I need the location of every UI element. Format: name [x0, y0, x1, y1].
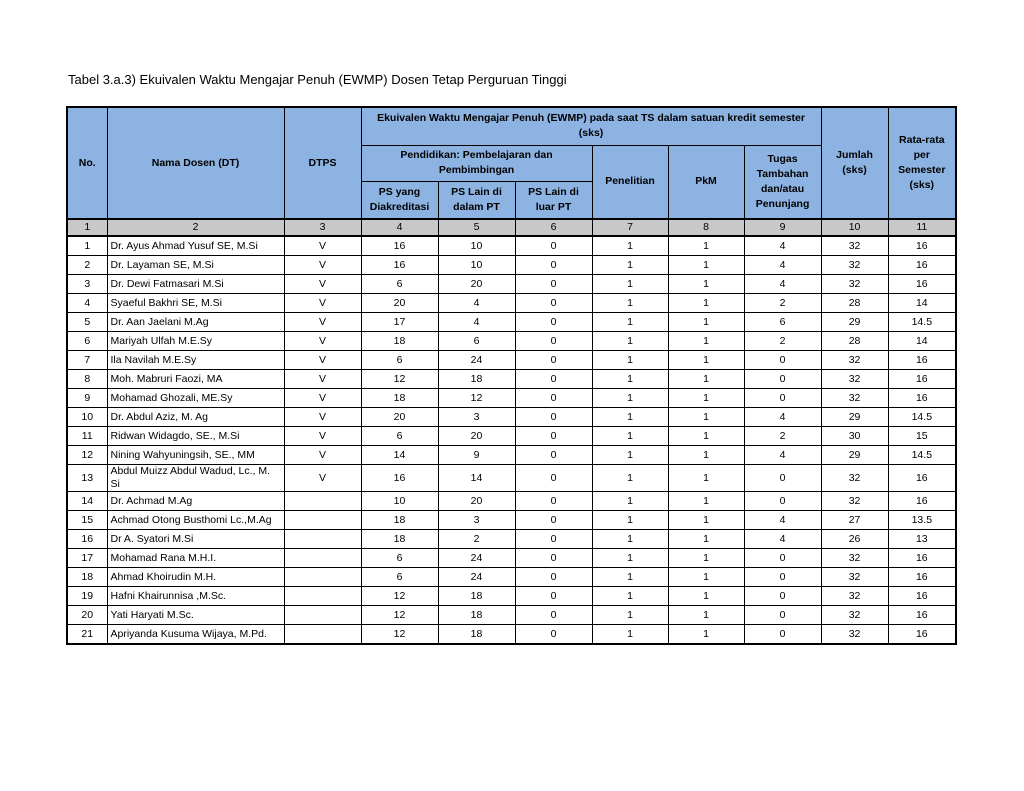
- cell-no: 7: [67, 351, 107, 370]
- table-row: [67, 427, 956, 446]
- cell-dtps: [284, 606, 361, 625]
- cell-rata-rata: 13.5: [888, 511, 956, 530]
- header-ps-lain-luar: PS Lain di luar PT: [515, 181, 592, 219]
- cell-penelitian: 1: [592, 465, 668, 492]
- cell-ps-lain-dalam: 12: [438, 389, 515, 408]
- cell-nama-dosen: Dr. Aan Jaelani M.Ag: [107, 313, 284, 332]
- cell-rata-rata: 14: [888, 294, 956, 313]
- cell-ps-lain-luar: 0: [515, 236, 592, 256]
- table-row: [67, 530, 956, 549]
- cell-penelitian: 1: [592, 625, 668, 645]
- table-row: [67, 332, 956, 351]
- ewmp-table: [66, 106, 957, 645]
- cell-dtps: V: [284, 351, 361, 370]
- cell-nama-dosen: Dr A. Syatori M.Si: [107, 530, 284, 549]
- cell-rata-rata: 13: [888, 530, 956, 549]
- cell-ps-lain-dalam: 10: [438, 236, 515, 256]
- cell-pkm: 1: [668, 465, 744, 492]
- cell-ps-lain-luar: 0: [515, 275, 592, 294]
- cell-ps-lain-luar: 0: [515, 511, 592, 530]
- cell-pkm: 1: [668, 587, 744, 606]
- cell-rata-rata: 14: [888, 332, 956, 351]
- column-index: 6: [515, 219, 592, 236]
- cell-jumlah: 29: [821, 313, 888, 332]
- table-header: [67, 107, 956, 236]
- cell-tugas-tambahan: 0: [744, 492, 821, 511]
- header-pendidikan: Pendidikan: Pembelajaran dan Pembimbingan: [361, 145, 592, 181]
- cell-pkm: 1: [668, 294, 744, 313]
- cell-pkm: 1: [668, 332, 744, 351]
- cell-jumlah: 32: [821, 587, 888, 606]
- cell-no: 10: [67, 408, 107, 427]
- cell-rata-rata: 16: [888, 275, 956, 294]
- cell-no: 3: [67, 275, 107, 294]
- table-row: [67, 625, 956, 645]
- cell-rata-rata: 16: [888, 465, 956, 492]
- cell-ps-lain-dalam: 3: [438, 511, 515, 530]
- cell-no: 15: [67, 511, 107, 530]
- table-row: [67, 236, 956, 256]
- cell-no: 4: [67, 294, 107, 313]
- cell-no: 17: [67, 549, 107, 568]
- cell-dtps: V: [284, 465, 361, 492]
- cell-no: 19: [67, 587, 107, 606]
- cell-dtps: [284, 530, 361, 549]
- header-jumlah: Jumlah (sks): [821, 107, 888, 219]
- cell-tugas-tambahan: 6: [744, 313, 821, 332]
- cell-ps-lain-dalam: 20: [438, 427, 515, 446]
- cell-jumlah: 29: [821, 408, 888, 427]
- cell-jumlah: 32: [821, 256, 888, 275]
- cell-dtps: V: [284, 294, 361, 313]
- cell-nama-dosen: Hafni Khairunnisa ,M.Sc.: [107, 587, 284, 606]
- cell-no: 11: [67, 427, 107, 446]
- cell-no: 13: [67, 465, 107, 492]
- cell-ps-lain-luar: 0: [515, 587, 592, 606]
- cell-tugas-tambahan: 0: [744, 389, 821, 408]
- cell-jumlah: 32: [821, 465, 888, 492]
- cell-jumlah: 32: [821, 625, 888, 645]
- table-row: [67, 313, 956, 332]
- cell-ps-lain-luar: 0: [515, 256, 592, 275]
- table-row: [67, 568, 956, 587]
- cell-jumlah: 29: [821, 446, 888, 465]
- cell-ps-lain-luar: 0: [515, 446, 592, 465]
- cell-pkm: 1: [668, 408, 744, 427]
- cell-ps-lain-dalam: 14: [438, 465, 515, 492]
- cell-pkm: 1: [668, 351, 744, 370]
- cell-pkm: 1: [668, 370, 744, 389]
- cell-penelitian: 1: [592, 294, 668, 313]
- cell-no: 9: [67, 389, 107, 408]
- cell-ps-lain-dalam: 4: [438, 313, 515, 332]
- cell-no: 2: [67, 256, 107, 275]
- cell-rata-rata: 16: [888, 606, 956, 625]
- cell-ps-akreditasi: 12: [361, 625, 438, 645]
- table-row: [67, 408, 956, 427]
- cell-penelitian: 1: [592, 587, 668, 606]
- table-row: [67, 549, 956, 568]
- cell-tugas-tambahan: 4: [744, 511, 821, 530]
- table-row: [67, 446, 956, 465]
- cell-ps-akreditasi: 6: [361, 568, 438, 587]
- cell-ps-lain-luar: 0: [515, 465, 592, 492]
- cell-dtps: [284, 587, 361, 606]
- cell-ps-lain-luar: 0: [515, 530, 592, 549]
- cell-no: 21: [67, 625, 107, 645]
- cell-penelitian: 1: [592, 446, 668, 465]
- cell-ps-akreditasi: 6: [361, 427, 438, 446]
- cell-dtps: V: [284, 446, 361, 465]
- cell-ps-lain-luar: 0: [515, 568, 592, 587]
- cell-rata-rata: 15: [888, 427, 956, 446]
- cell-rata-rata: 16: [888, 256, 956, 275]
- cell-tugas-tambahan: 0: [744, 625, 821, 645]
- cell-rata-rata: 16: [888, 236, 956, 256]
- cell-nama-dosen: Nining Wahyuningsih, SE., MM: [107, 446, 284, 465]
- cell-nama-dosen: Mohamad Ghozali, ME.Sy: [107, 389, 284, 408]
- cell-nama-dosen: Apriyanda Kusuma Wijaya, M.Pd.: [107, 625, 284, 645]
- table-row: [67, 587, 956, 606]
- cell-dtps: [284, 492, 361, 511]
- cell-penelitian: 1: [592, 275, 668, 294]
- cell-dtps: [284, 511, 361, 530]
- cell-ps-lain-dalam: 9: [438, 446, 515, 465]
- cell-nama-dosen: Yati Haryati M.Sc.: [107, 606, 284, 625]
- cell-ps-lain-luar: 0: [515, 313, 592, 332]
- cell-ps-lain-luar: 0: [515, 294, 592, 313]
- cell-nama-dosen: Mariyah Ulfah M.E.Sy: [107, 332, 284, 351]
- cell-tugas-tambahan: 2: [744, 427, 821, 446]
- column-index: 10: [821, 219, 888, 236]
- cell-pkm: 1: [668, 625, 744, 645]
- cell-nama-dosen: Ridwan Widagdo, SE., M.Si: [107, 427, 284, 446]
- cell-dtps: V: [284, 427, 361, 446]
- cell-jumlah: 32: [821, 492, 888, 511]
- header-tugas-tambahan: Tugas Tambahan dan/atau Penunjang: [744, 145, 821, 219]
- table-row: [67, 294, 956, 313]
- cell-nama-dosen: Dr. Abdul Aziz, M. Ag: [107, 408, 284, 427]
- cell-penelitian: 1: [592, 256, 668, 275]
- column-index-row: [67, 219, 956, 236]
- cell-jumlah: 32: [821, 568, 888, 587]
- cell-ps-lain-luar: 0: [515, 625, 592, 645]
- cell-rata-rata: 16: [888, 389, 956, 408]
- cell-ps-lain-dalam: 24: [438, 568, 515, 587]
- cell-ps-akreditasi: 20: [361, 408, 438, 427]
- cell-dtps: V: [284, 408, 361, 427]
- cell-tugas-tambahan: 4: [744, 530, 821, 549]
- cell-dtps: V: [284, 275, 361, 294]
- column-index: 8: [668, 219, 744, 236]
- cell-nama-dosen: Ila Navilah M.E.Sy: [107, 351, 284, 370]
- cell-penelitian: 1: [592, 427, 668, 446]
- cell-penelitian: 1: [592, 511, 668, 530]
- header-nama-dosen: Nama Dosen (DT): [107, 107, 284, 219]
- cell-dtps: V: [284, 236, 361, 256]
- header-ewmp: Ekuivalen Waktu Mengajar Penuh (EWMP) pada saat TS dalam satuan kredit semester (sks): [361, 107, 821, 145]
- cell-nama-dosen: Achmad Otong Busthomi Lc.,M.Ag: [107, 511, 284, 530]
- cell-penelitian: 1: [592, 236, 668, 256]
- cell-nama-dosen: Abdul Muizz Abdul Wadud, Lc., M. Si: [107, 465, 284, 492]
- cell-no: 18: [67, 568, 107, 587]
- cell-ps-lain-dalam: 20: [438, 492, 515, 511]
- cell-ps-akreditasi: 16: [361, 256, 438, 275]
- cell-ps-lain-dalam: 6: [438, 332, 515, 351]
- cell-tugas-tambahan: 0: [744, 465, 821, 492]
- table-row: [67, 351, 956, 370]
- header-ps-lain-dalam: PS Lain di dalam PT: [438, 181, 515, 219]
- table-row: [67, 370, 956, 389]
- cell-rata-rata: 16: [888, 587, 956, 606]
- cell-ps-lain-dalam: 24: [438, 351, 515, 370]
- cell-penelitian: 1: [592, 313, 668, 332]
- cell-ps-lain-luar: 0: [515, 332, 592, 351]
- cell-penelitian: 1: [592, 606, 668, 625]
- cell-ps-lain-luar: 0: [515, 606, 592, 625]
- cell-tugas-tambahan: 4: [744, 446, 821, 465]
- cell-dtps: [284, 568, 361, 587]
- cell-ps-akreditasi: 18: [361, 530, 438, 549]
- cell-jumlah: 32: [821, 606, 888, 625]
- cell-jumlah: 32: [821, 236, 888, 256]
- cell-ps-lain-luar: 0: [515, 370, 592, 389]
- table-row: [67, 465, 956, 492]
- header-penelitian: Penelitian: [592, 145, 668, 219]
- cell-jumlah: 28: [821, 294, 888, 313]
- cell-ps-akreditasi: 10: [361, 492, 438, 511]
- cell-dtps: [284, 625, 361, 645]
- cell-ps-akreditasi: 6: [361, 351, 438, 370]
- cell-rata-rata: 14.5: [888, 446, 956, 465]
- cell-dtps: V: [284, 370, 361, 389]
- column-index: 9: [744, 219, 821, 236]
- cell-no: 8: [67, 370, 107, 389]
- cell-pkm: 1: [668, 313, 744, 332]
- cell-tugas-tambahan: 4: [744, 275, 821, 294]
- table-row: [67, 389, 956, 408]
- cell-nama-dosen: Mohamad Rana M.H.I.: [107, 549, 284, 568]
- cell-jumlah: 32: [821, 549, 888, 568]
- cell-rata-rata: 16: [888, 492, 956, 511]
- cell-penelitian: 1: [592, 370, 668, 389]
- cell-jumlah: 32: [821, 351, 888, 370]
- cell-ps-akreditasi: 20: [361, 294, 438, 313]
- column-index: 4: [361, 219, 438, 236]
- cell-penelitian: 1: [592, 549, 668, 568]
- cell-tugas-tambahan: 2: [744, 294, 821, 313]
- cell-jumlah: 32: [821, 275, 888, 294]
- column-index: 2: [107, 219, 284, 236]
- column-index: 11: [888, 219, 956, 236]
- cell-pkm: 1: [668, 492, 744, 511]
- cell-ps-lain-dalam: 24: [438, 549, 515, 568]
- cell-no: 5: [67, 313, 107, 332]
- cell-ps-akreditasi: 18: [361, 389, 438, 408]
- cell-tugas-tambahan: 0: [744, 370, 821, 389]
- cell-ps-lain-luar: 0: [515, 389, 592, 408]
- cell-ps-akreditasi: 6: [361, 549, 438, 568]
- cell-tugas-tambahan: 0: [744, 606, 821, 625]
- cell-ps-akreditasi: 16: [361, 236, 438, 256]
- cell-pkm: 1: [668, 236, 744, 256]
- cell-ps-akreditasi: 6: [361, 275, 438, 294]
- column-index: 1: [67, 219, 107, 236]
- cell-ps-lain-luar: 0: [515, 427, 592, 446]
- cell-ps-akreditasi: 18: [361, 511, 438, 530]
- cell-pkm: 1: [668, 568, 744, 587]
- cell-no: 16: [67, 530, 107, 549]
- cell-ps-akreditasi: 18: [361, 332, 438, 351]
- cell-tugas-tambahan: 0: [744, 351, 821, 370]
- cell-dtps: V: [284, 313, 361, 332]
- cell-penelitian: 1: [592, 389, 668, 408]
- header-dtps: DTPS: [284, 107, 361, 219]
- cell-nama-dosen: Syaeful Bakhri SE, M.Si: [107, 294, 284, 313]
- cell-no: 12: [67, 446, 107, 465]
- cell-jumlah: 26: [821, 530, 888, 549]
- header-pkm: PkM: [668, 145, 744, 219]
- cell-nama-dosen: Dr. Layaman SE, M.Si: [107, 256, 284, 275]
- table-row: [67, 492, 956, 511]
- cell-no: 1: [67, 236, 107, 256]
- cell-pkm: 1: [668, 389, 744, 408]
- cell-ps-lain-luar: 0: [515, 492, 592, 511]
- cell-tugas-tambahan: 0: [744, 568, 821, 587]
- table-row: [67, 256, 956, 275]
- cell-ps-lain-luar: 0: [515, 408, 592, 427]
- table-caption: Tabel 3.a.3) Ekuivalen Waktu Mengajar Penuh (EWMP) Dosen Tetap Perguruan Tinggi: [68, 72, 567, 87]
- cell-nama-dosen: Dr. Ayus Ahmad Yusuf SE, M.Si: [107, 236, 284, 256]
- cell-pkm: 1: [668, 427, 744, 446]
- cell-ps-lain-dalam: 18: [438, 606, 515, 625]
- cell-ps-lain-luar: 0: [515, 351, 592, 370]
- cell-pkm: 1: [668, 275, 744, 294]
- column-index: 5: [438, 219, 515, 236]
- cell-pkm: 1: [668, 530, 744, 549]
- cell-rata-rata: 14.5: [888, 408, 956, 427]
- cell-ps-lain-dalam: 10: [438, 256, 515, 275]
- cell-ps-akreditasi: 12: [361, 587, 438, 606]
- cell-tugas-tambahan: 2: [744, 332, 821, 351]
- header-ps-akreditasi: PS yang Diakreditasi: [361, 181, 438, 219]
- cell-ps-lain-dalam: 2: [438, 530, 515, 549]
- cell-rata-rata: 16: [888, 549, 956, 568]
- cell-no: 6: [67, 332, 107, 351]
- cell-rata-rata: 16: [888, 568, 956, 587]
- column-index: 7: [592, 219, 668, 236]
- cell-ps-lain-dalam: 18: [438, 370, 515, 389]
- cell-jumlah: 27: [821, 511, 888, 530]
- cell-penelitian: 1: [592, 530, 668, 549]
- header-no: No.: [67, 107, 107, 219]
- cell-jumlah: 32: [821, 389, 888, 408]
- cell-pkm: 1: [668, 549, 744, 568]
- cell-nama-dosen: Ahmad Khoirudin M.H.: [107, 568, 284, 587]
- cell-rata-rata: 14.5: [888, 313, 956, 332]
- cell-tugas-tambahan: 4: [744, 408, 821, 427]
- cell-pkm: 1: [668, 256, 744, 275]
- cell-ps-lain-dalam: 18: [438, 625, 515, 645]
- cell-penelitian: 1: [592, 408, 668, 427]
- cell-pkm: 1: [668, 511, 744, 530]
- cell-jumlah: 28: [821, 332, 888, 351]
- cell-rata-rata: 16: [888, 351, 956, 370]
- cell-tugas-tambahan: 4: [744, 256, 821, 275]
- cell-ps-lain-dalam: 4: [438, 294, 515, 313]
- cell-tugas-tambahan: 4: [744, 236, 821, 256]
- header-rata-rata: Rata-rata per Semester (sks): [888, 107, 956, 219]
- cell-jumlah: 30: [821, 427, 888, 446]
- column-index: 3: [284, 219, 361, 236]
- cell-ps-lain-dalam: 20: [438, 275, 515, 294]
- cell-rata-rata: 16: [888, 625, 956, 645]
- cell-ps-akreditasi: 17: [361, 313, 438, 332]
- cell-penelitian: 1: [592, 332, 668, 351]
- cell-dtps: [284, 549, 361, 568]
- cell-pkm: 1: [668, 606, 744, 625]
- cell-ps-lain-dalam: 3: [438, 408, 515, 427]
- cell-nama-dosen: Dr. Achmad M.Ag: [107, 492, 284, 511]
- cell-ps-akreditasi: 12: [361, 606, 438, 625]
- cell-ps-lain-dalam: 18: [438, 587, 515, 606]
- cell-dtps: V: [284, 332, 361, 351]
- cell-penelitian: 1: [592, 568, 668, 587]
- cell-dtps: V: [284, 389, 361, 408]
- cell-no: 20: [67, 606, 107, 625]
- cell-tugas-tambahan: 0: [744, 549, 821, 568]
- table-row: [67, 606, 956, 625]
- cell-penelitian: 1: [592, 351, 668, 370]
- cell-ps-akreditasi: 16: [361, 465, 438, 492]
- cell-rata-rata: 16: [888, 370, 956, 389]
- table-row: [67, 511, 956, 530]
- table-body: [67, 236, 956, 644]
- cell-dtps: V: [284, 256, 361, 275]
- cell-penelitian: 1: [592, 492, 668, 511]
- cell-no: 14: [67, 492, 107, 511]
- table-row: [67, 275, 956, 294]
- cell-pkm: 1: [668, 446, 744, 465]
- cell-jumlah: 32: [821, 370, 888, 389]
- cell-tugas-tambahan: 0: [744, 587, 821, 606]
- cell-ps-akreditasi: 14: [361, 446, 438, 465]
- cell-nama-dosen: Moh. Mabruri Faozi, MA: [107, 370, 284, 389]
- cell-ps-akreditasi: 12: [361, 370, 438, 389]
- cell-ps-lain-luar: 0: [515, 549, 592, 568]
- cell-nama-dosen: Dr. Dewi Fatmasari M.Si: [107, 275, 284, 294]
